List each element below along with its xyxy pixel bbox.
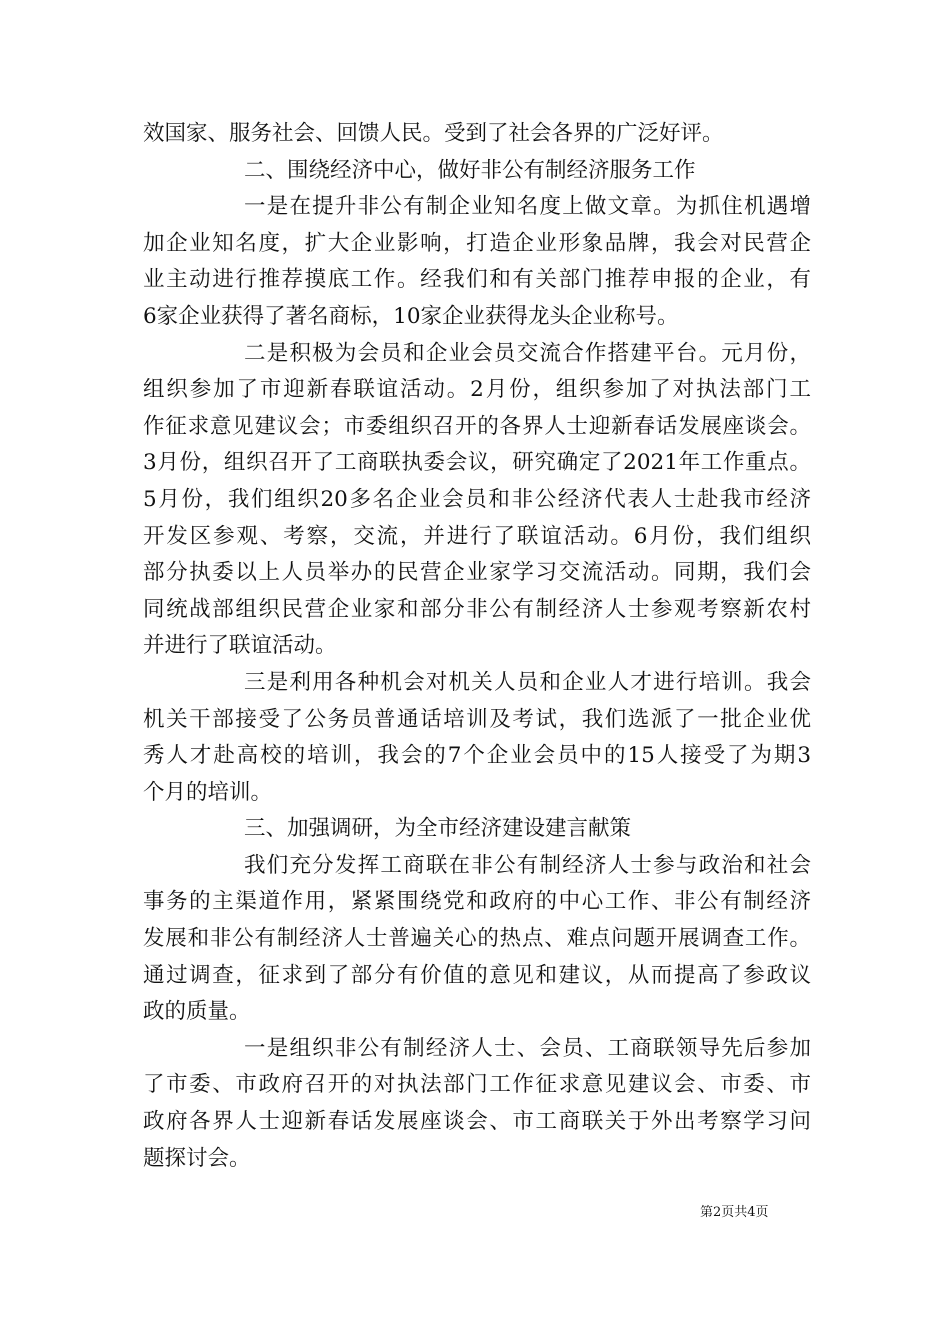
text-line: 政府各界人士迎新春话发展座谈会、市工商联关于外出考察学习问 xyxy=(143,1109,811,1135)
text-line: 政的质量。 xyxy=(143,999,251,1025)
text-line: 作征求意见建议会；市委组织召开的各界人士迎新春话发展座谈会。 xyxy=(143,413,811,439)
text-line: 事务的主渠道作用，紧紧围绕党和政府的中心工作、非公有制经济 xyxy=(143,889,811,915)
text-line: 业主动进行推荐摸底工作。经我们和有关部门推荐申报的企业，有 xyxy=(143,267,811,293)
text-line: 个月的培训。 xyxy=(143,779,273,805)
paragraph-first-line: 一是组织非公有制经济人士、会员、工商联领导先后参加 xyxy=(244,1035,811,1061)
text-line: 了市委、市政府召开的对执法部门工作征求意见建议会、市委、市 xyxy=(143,1072,811,1098)
text-line: 发展和非公有制经济人士普遍关心的热点、难点问题开展调查工作。 xyxy=(143,926,811,952)
text-line: 机关干部接受了公务员普通话培训及考试，我们选派了一批企业优 xyxy=(143,706,811,732)
text-line: 秀人才赴高校的培训，我会的7个企业会员中的15人接受了为期3 xyxy=(143,743,811,769)
document-body xyxy=(143,116,811,1177)
paragraph-first-line: 我们充分发挥工商联在非公有制经济人士参与政治和社会 xyxy=(244,852,811,878)
text-line: 部分执委以上人员举办的民营企业家学习交流活动。同期，我们会 xyxy=(143,560,811,586)
page-number-footer: 第2页共4页 xyxy=(700,1205,769,1220)
paragraph-first-line: 三是利用各种机会对机关人员和企业人才进行培训。我会 xyxy=(244,669,811,695)
text-line: 题探讨会。 xyxy=(143,1145,251,1171)
text-line: 通过调查，征求到了部分有价值的意见和建议，从而提高了参政议 xyxy=(143,962,811,988)
section-heading: 三、加强调研，为全市经济建设建言献策 xyxy=(244,816,632,842)
text-line: 并进行了联谊活动。 xyxy=(143,633,337,659)
section-heading: 二、围绕经济中心，做好非公有制经济服务工作 xyxy=(244,157,696,183)
text-line: 6家企业获得了著名商标，10家企业获得龙头企业称号。 xyxy=(143,303,679,329)
paragraph-first-line: 二是积极为会员和企业会员交流合作搭建平台。元月份， xyxy=(244,340,811,366)
paragraph-first-line: 一是在提升非公有制企业知名度上做文章。为抓住机遇增 xyxy=(244,194,811,220)
text-line: 3月份，组织召开了工商联执委会议，研究确定了2021年工作重点。 xyxy=(143,450,811,476)
text-line: 组织参加了市迎新春联谊活动。2月份，组织参加了对执法部门工 xyxy=(143,377,811,403)
text-line: 开发区参观、考察，交流，并进行了联谊活动。6月份，我们组织 xyxy=(143,523,811,549)
text-line: 5月份，我们组织20多名企业会员和非公经济代表人士赴我市经济 xyxy=(143,486,811,512)
text-line: 加企业知名度，扩大企业影响，打造企业形象品牌，我会对民营企 xyxy=(143,230,811,256)
text-line: 效国家、服务社会、回馈人民。受到了社会各界的广泛好评。 xyxy=(143,121,724,146)
text-line: 同统战部组织民营企业家和部分非公有制经济人士参观考察新农村 xyxy=(143,596,811,622)
